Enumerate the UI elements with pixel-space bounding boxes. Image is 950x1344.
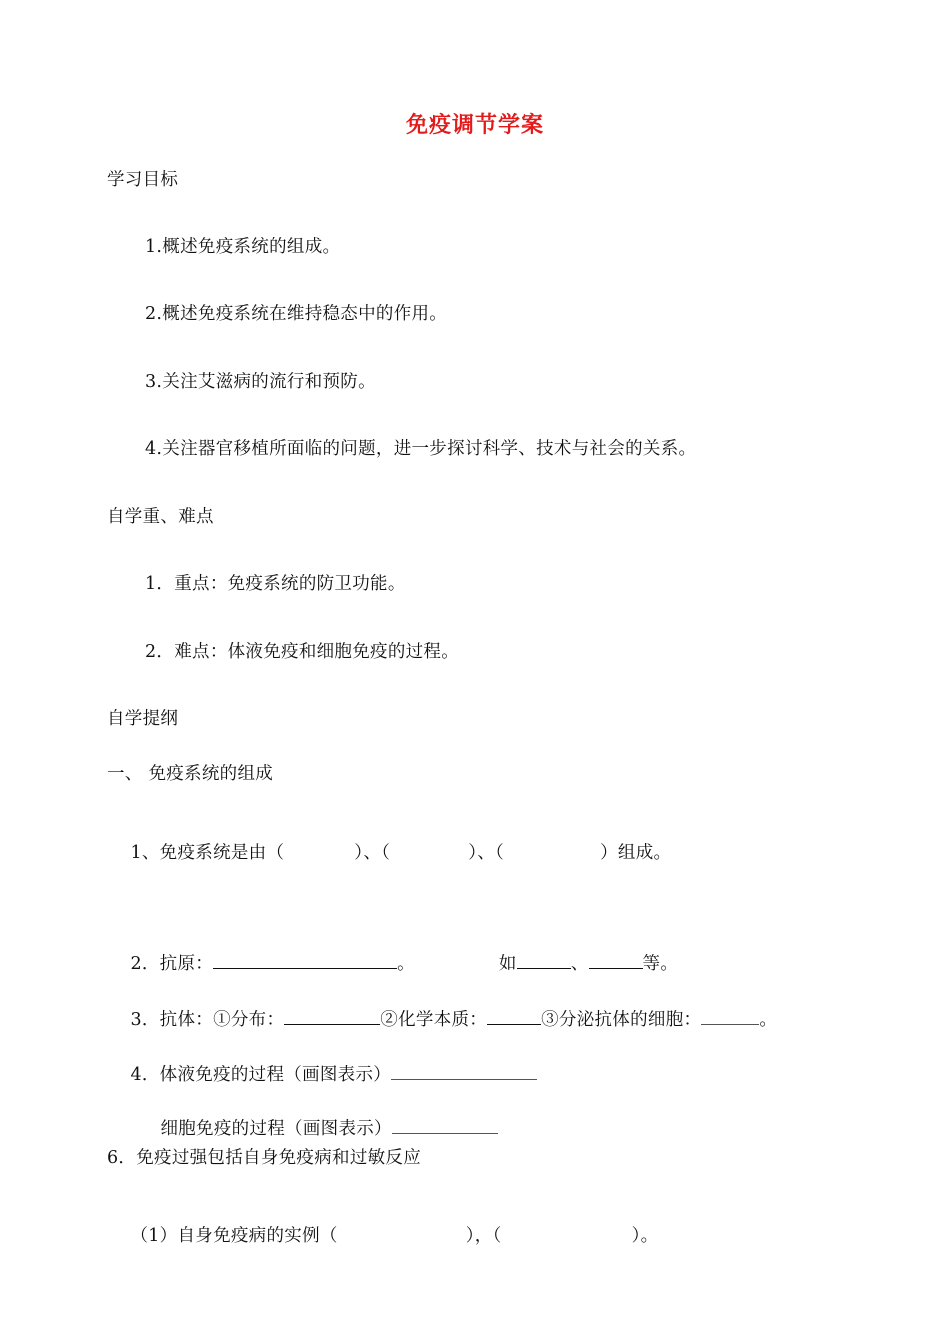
question-1-prefix: 1、免疫系统是由（ xyxy=(130,843,285,863)
objective-item: 3.关注艾滋病的流行和预防。 xyxy=(145,372,376,392)
objective-item: 2.概述免疫系统在维持稳态中的作用。 xyxy=(145,304,448,324)
answer-blank[interactable] xyxy=(284,1006,380,1025)
objectives-heading: 学习目标 xyxy=(107,170,179,190)
question-6-1-sep: ），（ xyxy=(465,1226,502,1246)
question-4-text: 4．体液免疫的过程（画图表示） xyxy=(130,1065,392,1085)
question-3-prefix: 3．抗体：①分布： xyxy=(130,1010,285,1030)
question-1-sep: ）、（ xyxy=(468,843,505,863)
answer-blank[interactable] xyxy=(701,1006,759,1025)
question-2-example: 如 xyxy=(498,954,517,974)
question-6-1 xyxy=(107,1200,658,1272)
question-6-1-suffix: ）。 xyxy=(631,1226,659,1246)
question-2-sep: 、 xyxy=(570,954,589,974)
question-2-prefix: 2．抗原： xyxy=(130,954,214,974)
question-3-part2: ②化学本质： xyxy=(380,1010,488,1030)
outline-part-1: 一、 免疫系统的组成 xyxy=(107,764,274,784)
answer-blank[interactable] xyxy=(589,950,643,969)
question-4b-text: 细胞免疫的过程（画图表示） xyxy=(160,1119,392,1139)
question-6-1-prefix: （1）自身免疫病的实例（ xyxy=(130,1226,338,1246)
question-2-suffix: 等。 xyxy=(642,954,679,974)
question-3-part3: ③分泌抗体的细胞： xyxy=(541,1010,702,1030)
answer-blank[interactable] xyxy=(213,950,397,969)
question-1 xyxy=(107,817,671,889)
key-points-heading: 自学重、难点 xyxy=(107,507,214,527)
drawing-blank[interactable] xyxy=(391,1061,537,1080)
document-title: 免疫调节学案 xyxy=(405,112,544,138)
answer-blank[interactable] xyxy=(517,950,571,969)
answer-blank[interactable] xyxy=(487,1006,541,1025)
outline-heading: 自学提纲 xyxy=(107,709,179,729)
question-1-sep: ）、（ xyxy=(354,843,391,863)
question-1-suffix: ）组成。 xyxy=(600,843,672,863)
question-6: 6．免疫过强包括自身免疫病和过敏反应 xyxy=(107,1148,422,1168)
objective-item: 1.概述免疫系统的组成。 xyxy=(145,237,341,257)
drawing-blank[interactable] xyxy=(392,1115,498,1134)
objective-item: 4.关注器官移植所面临的问题，进一步探讨科学、技术与社会的关系。 xyxy=(145,439,697,459)
question-3-suffix: 。 xyxy=(759,1010,778,1030)
question-2-mid: 。 xyxy=(397,954,415,974)
key-point-item: 1．重点：免疫系统的防卫功能。 xyxy=(145,574,406,594)
key-point-item: 2．难点：体液免疫和细胞免疫的过程。 xyxy=(145,642,460,662)
